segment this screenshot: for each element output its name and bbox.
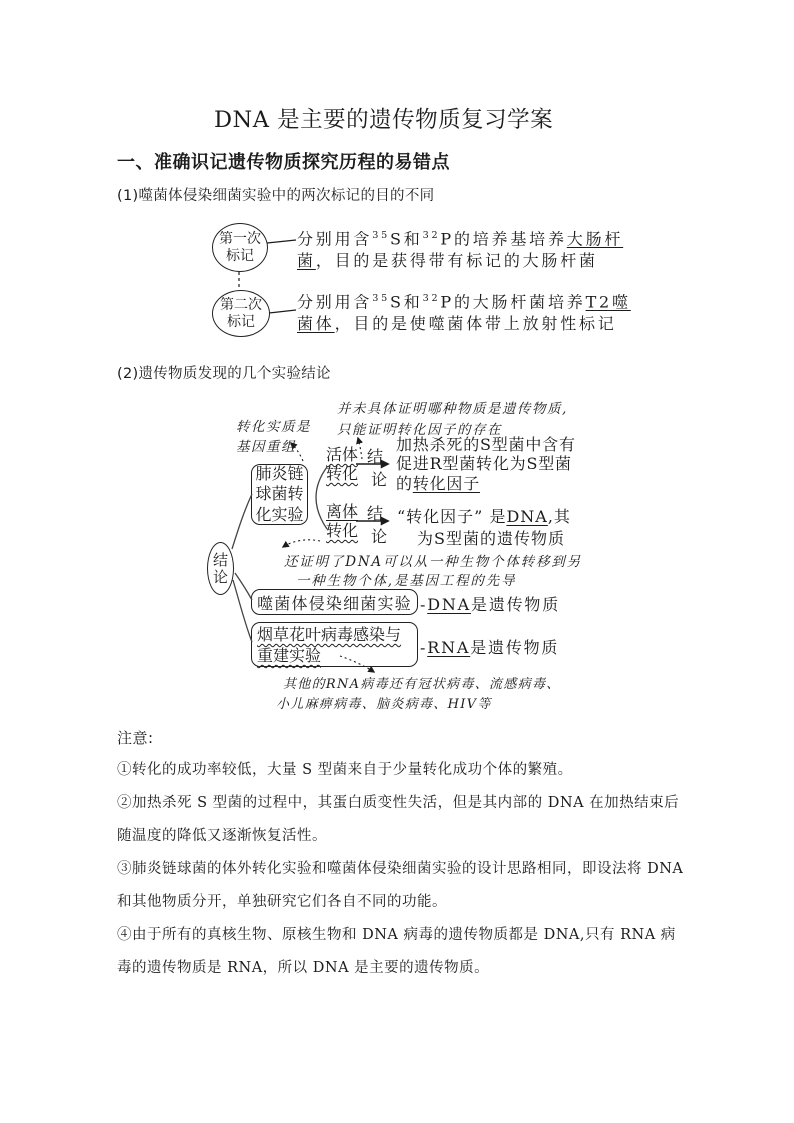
annotation-rna-viruses-line1: 其他的RNA病毒还有冠状病毒、流感病毒、 — [283, 677, 561, 692]
note-item-3: ③肺炎链球菌的体外转化实验和噬菌体侵染细菌实验的设计思路相同，即设法将 DNA 和其他物质分开，单独研究它们各自不同的功能。 — [117, 861, 684, 910]
s35-superscript-2: 35 — [372, 293, 391, 304]
tmv-result — [420, 635, 559, 658]
branch2-conj-bottom: 论 — [371, 527, 388, 546]
annotation-gene-transfer-line1: 还证明了DNA可以从一种生物个体转移到另 — [284, 554, 582, 570]
row1-t4: ，目的是获得带有标记的大肠杆菌 — [315, 250, 598, 270]
branch2-label-line2: 转化 — [326, 521, 359, 540]
row1-t3: P的培养基培养 — [440, 229, 567, 249]
dotted-arrow-to-not-proven-note — [358, 438, 362, 459]
conclusion-oval — [207, 542, 234, 595]
conclusion-to-pneumococcus-curve — [232, 494, 252, 549]
branch1-label-line1: 活体 — [326, 445, 359, 464]
branch1-label-line2: 转化 — [326, 464, 359, 483]
branch2-result-line1 — [397, 504, 571, 527]
tmv-result-underlined: RNA — [427, 638, 471, 657]
branch1-result-line3-plain: 的 — [396, 473, 413, 493]
branch1-result-line1: 加热杀死的S型菌中含有 — [396, 435, 576, 454]
s35-superscript: 35 — [372, 230, 391, 241]
branch1-result-line2: 促进R型菌转化为S型菌 — [396, 454, 572, 474]
tmv-experiment-label-line1: 烟草花叶病毒感染与 — [257, 625, 402, 644]
branch1-conj-bottom: 论 — [371, 470, 388, 489]
branch2-result-l1-underlined: DNA — [506, 507, 548, 526]
row1-t1: 分别用含 — [297, 229, 373, 249]
pneumococcus-experiment-label: 肺炎链球菌转化实验 — [255, 464, 304, 524]
branch2-result-line2: 为S型菌的遗传物质 — [417, 529, 565, 548]
first-label-text: 第一次标记 — [219, 230, 261, 264]
row2-t2: S和 — [390, 292, 423, 312]
note-item-4: ④由于所有的真核生物、原核生物和 DNA 病毒的遗传物质都是 DNA,只有 RNA 病毒的遗传物质是 RNA，所以 DNA 是主要的遗传物质。 — [117, 927, 676, 976]
row2-t1: 分别用含 — [297, 292, 373, 312]
notes-label: 注意: — [117, 729, 154, 747]
oval2-connector-line — [269, 310, 296, 313]
row1-t2: S和 — [390, 229, 423, 249]
pneumococcus-experiment-box — [251, 464, 308, 525]
phage-experiment-label: 噬菌体侵染细菌实验 — [257, 593, 412, 613]
annotation-not-proven-line1: 并未具体证明哪种物质是遗传物质, — [337, 401, 568, 417]
branch1-label — [326, 445, 358, 483]
annotation-not-proven-line2: 只能证明转化因子的存在 — [337, 422, 502, 438]
sub-heading-1: (1)噬菌体侵染细菌实验中的两次标记的目的不同 — [117, 188, 435, 204]
p32-superscript-2: 32 — [422, 293, 441, 304]
phage-result-text: 是遗传物质 — [471, 595, 561, 614]
phage-result — [420, 592, 560, 615]
second-label-oval — [212, 290, 270, 337]
annotation-transform-essence: 转化实质是基因重组 — [236, 419, 311, 455]
conclusion-to-tmv-curve — [233, 580, 252, 642]
branch2-label — [326, 502, 358, 540]
p32-superscript: 32 — [422, 230, 441, 241]
branch2-conj-top: 结 — [367, 504, 384, 523]
dotted-arrow-to-gene-transfer-note — [283, 540, 320, 547]
branch2-label-line1: 离体 — [326, 502, 359, 521]
section1-heading: 一、准确识记遗传物质探究历程的易错点 — [117, 152, 450, 173]
branch1-result-line3 — [396, 474, 576, 493]
row1-underlined: 大肠杆菌 — [297, 229, 624, 270]
notes-list — [117, 754, 685, 985]
annotation-gene-transfer-line2: 一种生物个体,是基因工程的先导 — [296, 573, 517, 589]
note-item-1: ①转化的成功率较低，大量 S 型菌来自于少量转化成功个体的繁殖。 — [117, 762, 573, 778]
branch2-result-l1b: ,其 — [547, 507, 571, 526]
row2-t4: ，目的是使噬菌体带上放射性标记 — [334, 313, 617, 333]
tmv-experiment-box — [251, 622, 418, 667]
tmv-result-text: 是遗传物质 — [470, 638, 560, 657]
branch1-result-line3-underlined: 转化因子 — [412, 473, 481, 493]
phage-experiment-box — [251, 589, 418, 615]
second-label-text: 第二次标记 — [220, 296, 262, 330]
phage-result-underlined: DNA — [427, 595, 472, 614]
phage-result-dash: - — [420, 595, 428, 614]
first-label-description — [297, 225, 635, 271]
annotation-rna-viruses-line2: 小儿麻痹病毒、脑炎病毒、HIV等 — [276, 697, 492, 712]
note-item-2: ②加热杀死 S 型菌的过程中，其蛋白质变性失活，但是其内部的 DNA 在加热结束后随温度的降低又逐渐恢复活性。 — [117, 795, 680, 844]
second-label-description — [297, 288, 635, 334]
oval1-connector-line — [267, 240, 296, 243]
branch2-result-l1a: “转化因子” 是 — [397, 507, 507, 526]
row2-underlined: T2噬菌体 — [297, 292, 631, 333]
tmv-result-dash: - — [420, 638, 428, 657]
row2-t3: P的大肠杆菌培养 — [440, 292, 586, 312]
conclusion-oval-text: 结论 — [212, 550, 228, 586]
branch1-result — [396, 435, 576, 493]
conclusion-to-phage-curve — [235, 573, 252, 600]
page-title: DNA 是主要的遗传物质复习学案 — [214, 107, 554, 133]
branch1-conj-top: 结 — [367, 447, 384, 466]
tmv-experiment-label-line2: 重建实验 — [257, 646, 322, 665]
sub-heading-2: (2)遗传物质发现的几个实验结论 — [117, 366, 331, 382]
first-label-oval — [212, 223, 268, 272]
